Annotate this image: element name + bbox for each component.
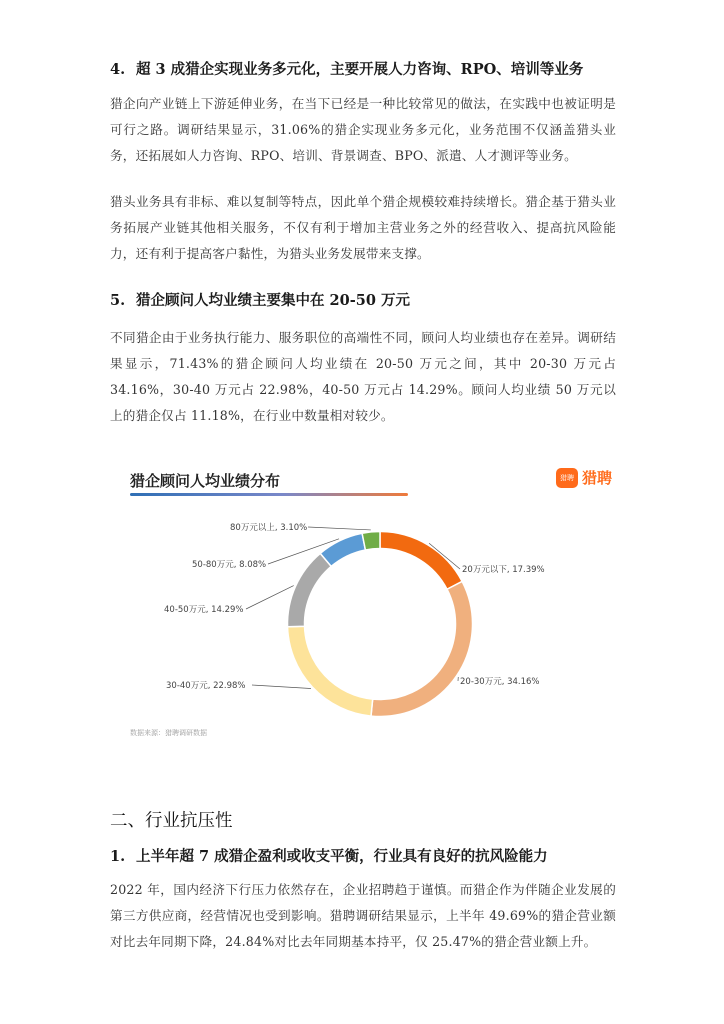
slice-30-40	[288, 626, 373, 716]
label-30-40: 30-40万元, 22.98%	[166, 681, 246, 691]
section1-title: 上半年超 7 成猎企盈利或收支平衡，行业具有良好的抗风险能力	[136, 848, 548, 865]
leader-line-over-80	[308, 527, 371, 530]
slice-40-50	[288, 553, 332, 626]
label-40-50: 40-50万元, 14.29%	[164, 605, 244, 615]
section5-title: 猎企顾问人均业绩主要集中在 20-50 万元	[136, 292, 410, 309]
chart-source: 数据来源：猎聘调研数据	[130, 729, 207, 737]
section4-paragraph-1: 猎企向产业链上下游延伸业务，在当下已经是一种比较常见的做法，在实践中也被证明是可行之路。调研结果显示，31.06%的猎企实现业务多元化，业务范围不仅涵盖猎头业务，还拓展如人力咨询、RPO、培训、背景调查、BPO、派遣、人才测评等业务。	[110, 96, 616, 163]
donut-chart	[118, 500, 618, 750]
section5-number: 5.	[110, 292, 126, 309]
label-over-80: 80万元以上, 3.10%	[230, 523, 308, 533]
slice-50-80	[320, 533, 365, 566]
section1-paragraph-1: 2022 年，国内经济下行压力依然存在，企业招聘趋于谨慎。而猎企作为伴随企业发展的第三方供应商，经营情况也受到影响。猎聘调研结果显示，上半年 49.69%的猎企营业额对比去年同期下降，24.84%对比去年同期基本持平，仅 25.47%的猎企营业额上升。	[110, 882, 616, 949]
leader-line-30-40	[252, 685, 311, 689]
chart-figure	[118, 460, 618, 750]
section4-heading	[110, 58, 583, 79]
chart-title-underline	[130, 493, 408, 496]
leader-line-40-50	[246, 586, 294, 609]
section5-heading	[110, 289, 410, 310]
label-under-20: 20万元以下, 17.39%	[462, 565, 545, 575]
slice-20-30	[371, 581, 472, 716]
slice-over-80	[362, 532, 380, 550]
section4-title: 超 3 成猎企实现业务多元化，主要开展人力咨询、RPO、培训等业务	[136, 61, 584, 78]
section4-paragraph-2: 猎头业务具有非标、难以复制等特点，因此单个猎企规模较难持续增长。猎企基于猎头业务拓展产业链其他相关服务，不仅有利于增加主营业务之外的经营收入、提高抗风险能力，还有利于提高客户黏性，为猎头业务发展带来支撑。	[110, 194, 616, 261]
section4-number: 4.	[110, 61, 126, 78]
section1-number: 1.	[110, 848, 126, 865]
section1-heading	[110, 845, 548, 866]
brand-badge-icon: 猎聘	[556, 468, 578, 488]
chapter2-heading: 二、行业抗压性	[110, 811, 233, 831]
chart-title: 猎企顾问人均业绩分布	[130, 472, 281, 490]
label-50-80: 50-80万元, 8.08%	[192, 560, 267, 570]
brand-name: 猎聘	[582, 469, 613, 487]
section5-paragraph-1: 不同猎企由于业务执行能力、服务职位的高端性不同，顾问人均业绩也存在差异。调研结果显示，71.43%的猎企顾问人均业绩在 20-50 万元之间，其中 20-30 万元占 34.16%，30-40 万元占 22.98%，40-50 万元占 14.29%。顾问人均业绩 50 万元以上的猎企仅占 11.18%，在行业中数量相对较少。	[110, 330, 616, 423]
label-20-30: 20-30万元, 34.16%	[460, 677, 540, 687]
